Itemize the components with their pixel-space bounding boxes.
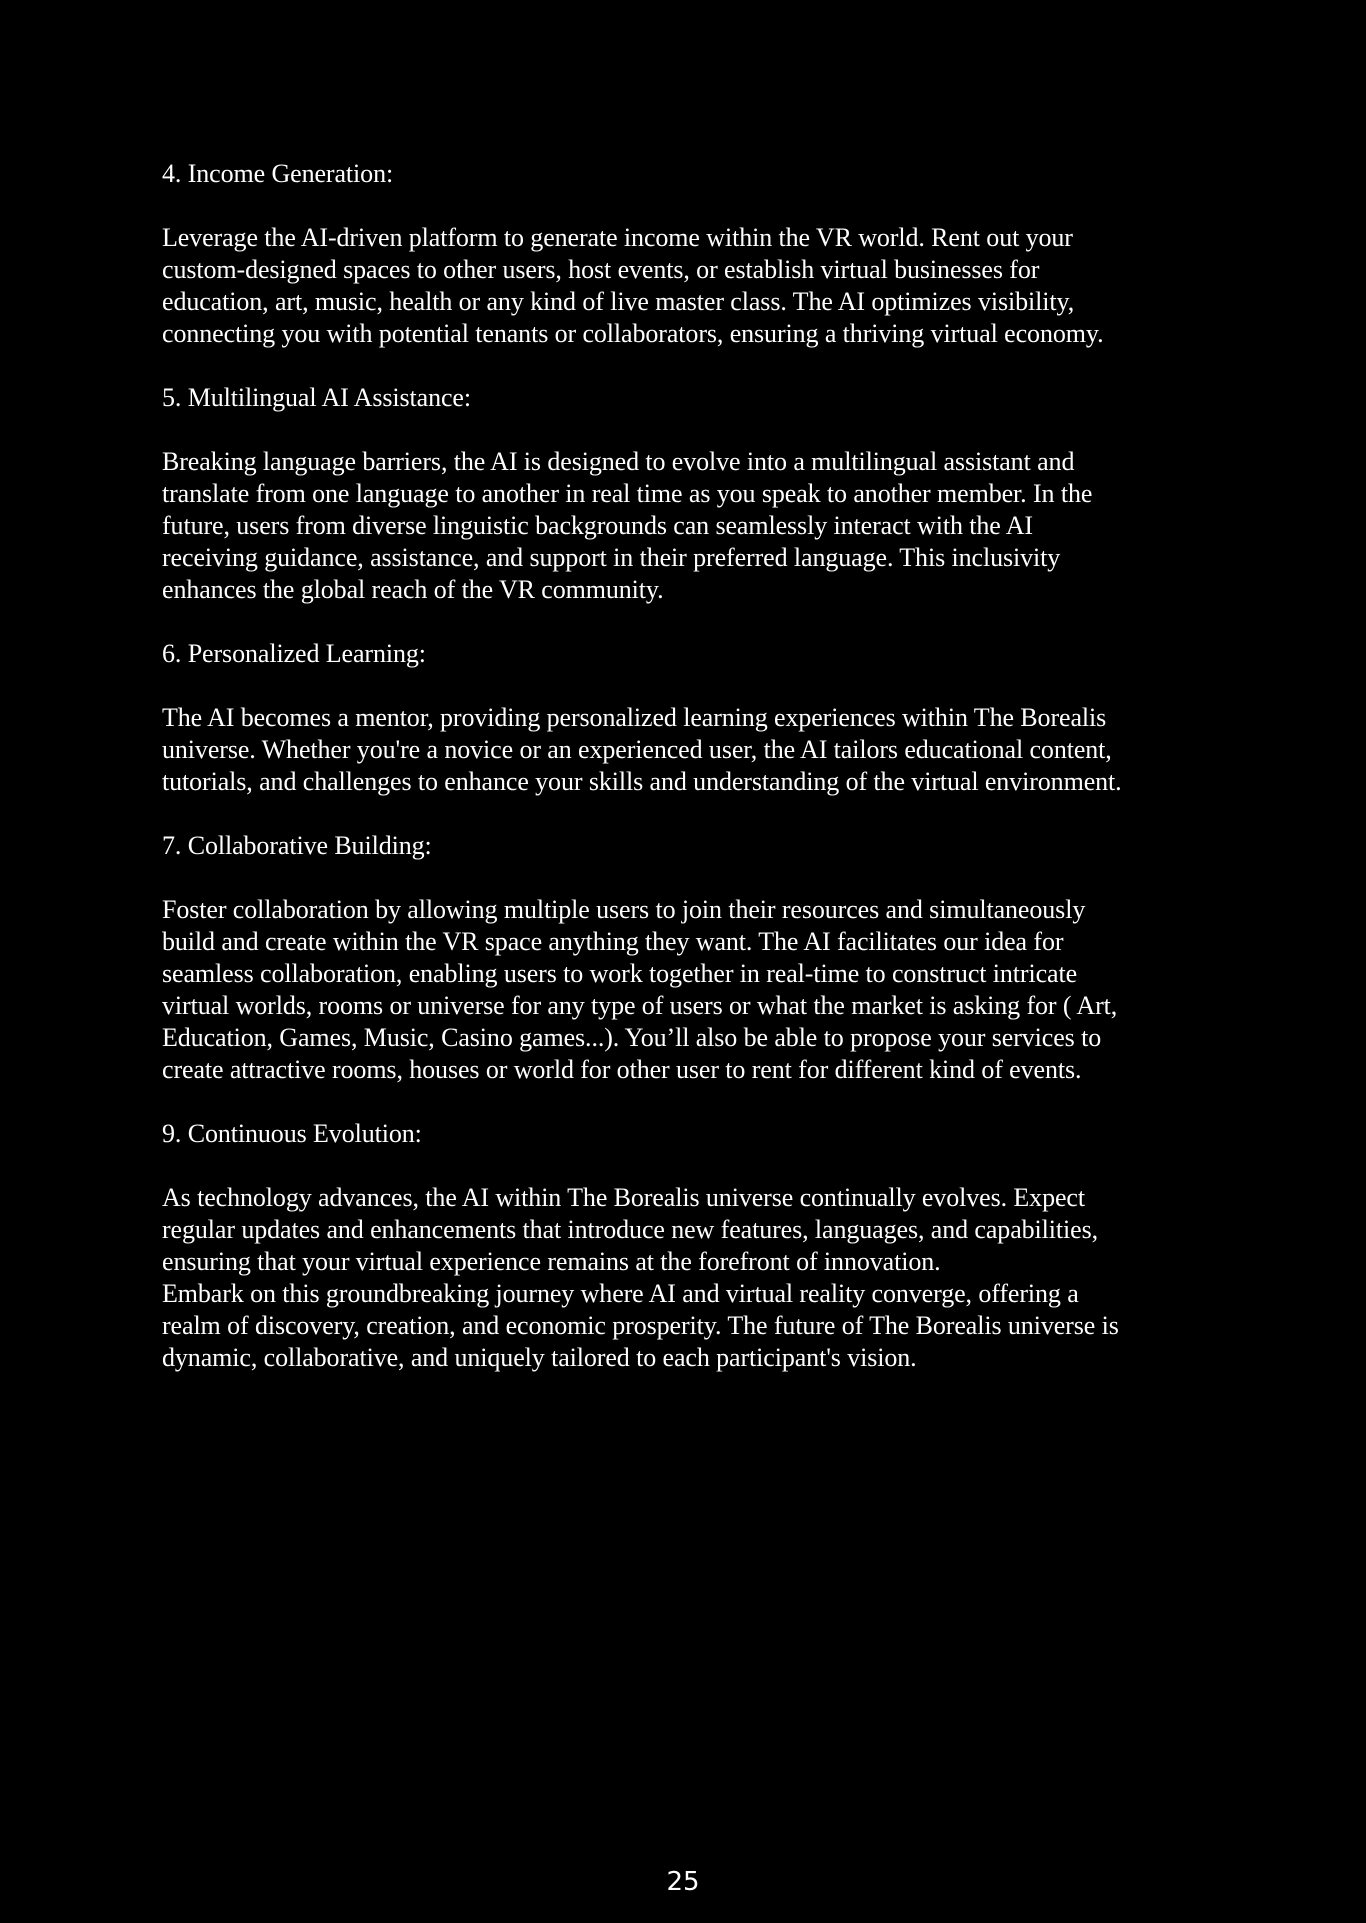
section-collaborative-building — [162, 830, 1222, 1086]
paragraph-line: The AI becomes a mentor, providing personalized learning experiences within The Borealis — [162, 703, 1107, 732]
paragraph-line: regular updates and enhancements that introduce new features, languages, and capabilities, — [162, 1215, 1099, 1244]
paragraph-line: Education, Games, Music, Casino games...). You’ll also be able to propose your services to — [162, 1023, 1102, 1052]
paragraph-line: connecting you with potential tenants or collaborators, ensuring a thriving virtual economy. — [162, 319, 1104, 348]
section-income-generation — [162, 158, 1222, 350]
paragraph-line: enhances the global reach of the VR community. — [162, 575, 664, 604]
section-heading: 5. Multilingual AI Assistance: — [162, 383, 471, 412]
section-continuous-evolution — [162, 1118, 1222, 1374]
paragraph-line: build and create within the VR space anything they want. The AI facilitates our idea for — [162, 927, 1064, 956]
paragraph-line: dynamic, collaborative, and uniquely tailored to each participant's vision. — [162, 1343, 917, 1372]
paragraph-line: realm of discovery, creation, and economic prosperity. The future of The Borealis universe is — [162, 1311, 1119, 1340]
paragraph-line: custom-designed spaces to other users, host events, or establish virtual businesses for — [162, 255, 1040, 284]
paragraph-line: create attractive rooms, houses or world for other user to rent for different kind of events. — [162, 1055, 1082, 1084]
paragraph-line: Leverage the AI-driven platform to generate income within the VR world. Rent out your — [162, 223, 1073, 252]
section-heading: 7. Collaborative Building: — [162, 831, 432, 860]
paragraph-line: education, art, music, health or any kind of live master class. The AI optimizes visibility, — [162, 287, 1075, 316]
paragraph-line: future, users from diverse linguistic backgrounds can seamlessly interact with the AI — [162, 511, 1033, 540]
section-heading: 9. Continuous Evolution: — [162, 1119, 422, 1148]
paragraph-line: ensuring that your virtual experience remains at the forefront of innovation. — [162, 1247, 941, 1276]
section-heading: 6. Personalized Learning: — [162, 639, 426, 668]
document-body — [162, 158, 1222, 1374]
paragraph-line: receiving guidance, assistance, and support in their preferred language. This inclusivity — [162, 543, 1061, 572]
paragraph-line: As technology advances, the AI within The Borealis universe continually evolves. Expect — [162, 1183, 1085, 1212]
page-number: 25 — [666, 1867, 700, 1897]
section-heading: 4. Income Generation: — [162, 159, 394, 188]
paragraph-line: Foster collaboration by allowing multiple users to join their resources and simultaneously — [162, 895, 1086, 924]
paragraph-line: seamless collaboration, enabling users to work together in real-time to construct intricate — [162, 959, 1078, 988]
paragraph-line: tutorials, and challenges to enhance your skills and understanding of the virtual environment. — [162, 767, 1122, 796]
paragraph-line: universe. Whether you're a novice or an experienced user, the AI tailors educational content, — [162, 735, 1112, 764]
paragraph-line: virtual worlds, rooms or universe for any type of users or what the market is asking for ( Art, — [162, 991, 1118, 1020]
section-personalized-learning — [162, 638, 1222, 798]
paragraph-line: translate from one language to another in real time as you speak to another member. In the — [162, 479, 1093, 508]
section-multilingual-ai-assistance — [162, 382, 1222, 606]
paragraph-line: Embark on this groundbreaking journey where AI and virtual reality converge, offering a — [162, 1279, 1079, 1308]
paragraph-line: Breaking language barriers, the AI is designed to evolve into a multilingual assistant and — [162, 447, 1075, 476]
